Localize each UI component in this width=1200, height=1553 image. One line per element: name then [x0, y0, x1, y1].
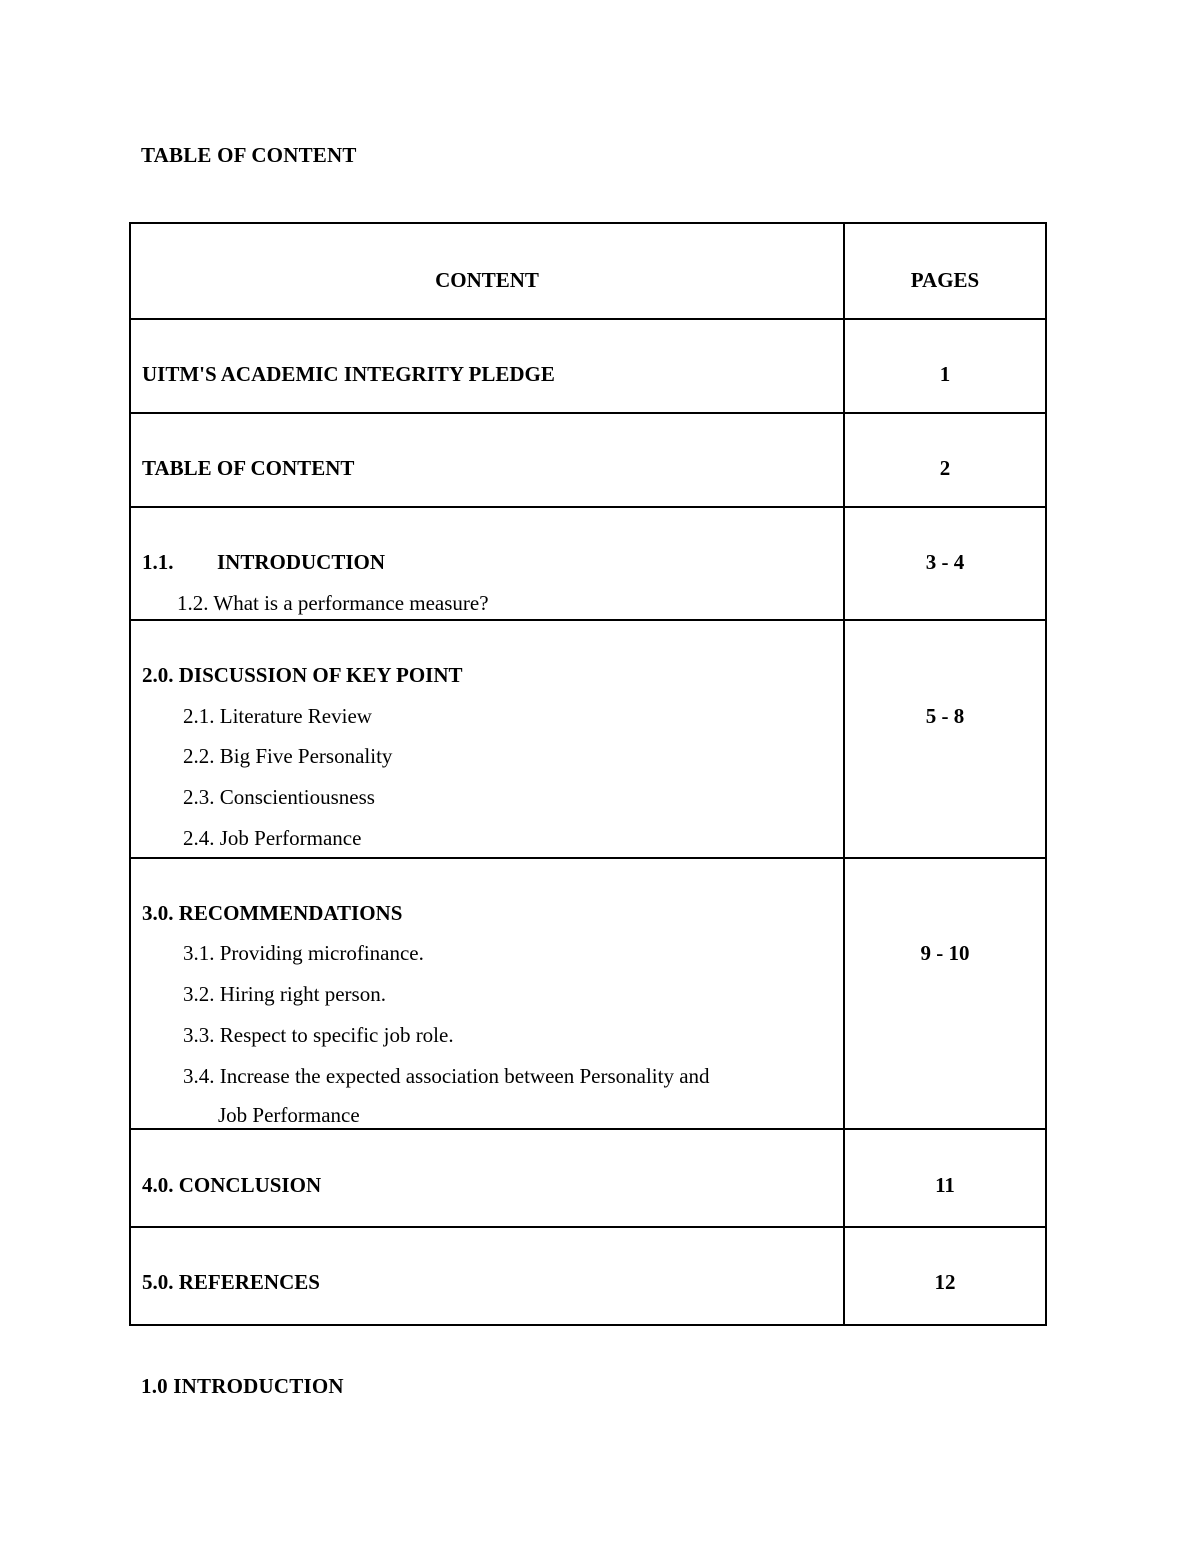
table-row	[130, 1129, 1046, 1227]
pages-cell	[844, 620, 1046, 858]
row-pages: 1	[939, 362, 951, 386]
pages-cell	[844, 413, 1046, 507]
row-subitem-continuation: Job Performance	[218, 1103, 360, 1127]
table-header-row	[130, 223, 1046, 319]
header-content-cell	[130, 223, 844, 319]
row-subitem: 2.1. Literature Review	[183, 704, 372, 728]
table-row	[130, 1227, 1046, 1325]
pages-cell	[844, 319, 1046, 413]
table-of-contents	[129, 222, 1047, 1326]
row-subitem: 1.2. What is a performance measure?	[177, 591, 489, 615]
row-subitem: 2.2. Big Five Personality	[183, 744, 393, 768]
row-number: 1.1.	[142, 550, 174, 574]
header-content-label: CONTENT	[435, 268, 539, 292]
row-pages: 12	[934, 1270, 956, 1294]
pages-cell	[844, 507, 1046, 620]
row-subitem: 2.3. Conscientiousness	[183, 785, 375, 809]
table-row	[130, 413, 1046, 507]
row-subitem: 3.3. Respect to specific job role.	[183, 1023, 454, 1047]
row-title: UITM'S ACADEMIC INTEGRITY PLEDGE	[142, 362, 555, 386]
row-title: INTRODUCTION	[217, 550, 386, 574]
toc-title: TABLE OF CONTENT	[141, 143, 357, 167]
row-pages: 5 - 8	[925, 704, 965, 728]
row-subitem: 3.2. Hiring right person.	[183, 982, 386, 1006]
content-cell	[130, 858, 844, 1129]
pages-cell	[844, 1129, 1046, 1227]
row-pages: 3 - 4	[925, 550, 965, 574]
row-title: 3.0. RECOMMENDATIONS	[142, 901, 403, 925]
content-cell	[130, 319, 844, 413]
row-subitem: 2.4. Job Performance	[183, 826, 362, 850]
content-cell	[130, 1227, 844, 1325]
row-title: 4.0. CONCLUSION	[142, 1173, 322, 1197]
content-cell	[130, 413, 844, 507]
row-title: 2.0. DISCUSSION OF KEY POINT	[142, 663, 463, 687]
row-title: 5.0. REFERENCES	[142, 1270, 320, 1294]
pages-cell	[844, 1227, 1046, 1325]
row-pages: 11	[935, 1173, 955, 1197]
pages-cell	[844, 858, 1046, 1129]
section-heading-introduction: 1.0 INTRODUCTION	[141, 1374, 344, 1398]
content-cell	[130, 507, 844, 620]
row-pages: 9 - 10	[920, 941, 970, 965]
header-pages-label: PAGES	[910, 268, 980, 292]
table-row	[130, 507, 1046, 620]
table-row	[130, 620, 1046, 858]
table-row	[130, 319, 1046, 413]
content-cell	[130, 1129, 844, 1227]
row-title: TABLE OF CONTENT	[142, 456, 355, 480]
row-subitem: 3.1. Providing microfinance.	[183, 941, 424, 965]
table-row	[130, 858, 1046, 1129]
row-subitem: 3.4. Increase the expected association between Personality and	[183, 1064, 710, 1088]
header-pages-cell	[844, 223, 1046, 319]
row-pages: 2	[939, 456, 951, 480]
content-cell	[130, 620, 844, 858]
